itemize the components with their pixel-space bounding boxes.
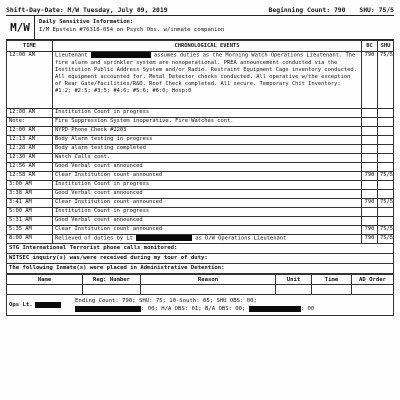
redaction-box	[91, 52, 151, 58]
event-text: Watch Calls cont.	[53, 154, 362, 163]
event-shu	[378, 208, 394, 217]
shift-header	[6, 4, 394, 16]
shift-code: M/W	[6, 16, 35, 39]
dsi-text: I/M Epstein #76318-054 on Psych Obs. w/inmate companion	[39, 27, 225, 33]
event-text: Clear Institution count announced	[53, 172, 362, 181]
events-table	[6, 40, 394, 244]
event-time: 8:00 AM	[7, 235, 53, 244]
event-bc	[362, 208, 378, 217]
event-bc: 790	[362, 235, 378, 244]
table-row	[7, 163, 394, 172]
table-row	[7, 172, 394, 181]
beginning-count-label: Beginning Count:	[268, 5, 331, 14]
ending-obs-end: : 00	[300, 306, 315, 312]
event-bc	[362, 154, 378, 163]
event-time: 12:58 AM	[7, 172, 53, 181]
witsec-line: WITSEC inquiry(s) was/were received during my tour of duty:	[6, 254, 394, 264]
event-bc	[362, 136, 378, 145]
beginning-count: 790	[333, 5, 346, 14]
ending-count-block	[6, 295, 394, 316]
adseg-col: AD Order	[352, 275, 394, 285]
event-bc	[362, 109, 378, 118]
event-shu	[378, 109, 394, 118]
event-shu: 75/5	[378, 199, 394, 208]
table-row	[7, 52, 394, 109]
table-row	[7, 127, 394, 136]
event-bc: 790	[362, 52, 378, 109]
event-shu	[378, 127, 394, 136]
table-row	[7, 145, 394, 154]
event-shu	[378, 190, 394, 199]
event-text: Body alarm testing completed	[53, 145, 362, 154]
event-shu	[378, 118, 394, 127]
redaction-box	[249, 306, 301, 312]
table-row	[7, 118, 394, 127]
stg-line: STG International Terrorist phone calls monitored:	[6, 244, 394, 254]
event-shu	[378, 145, 394, 154]
event-bc	[362, 118, 378, 127]
event-shu	[378, 181, 394, 190]
event-time: Note:	[7, 118, 53, 127]
event-shu	[378, 217, 394, 226]
ending-count-line: Ending Count: 790; SHU: 75; 10-South: 05; SHU OBS: 00;	[75, 298, 257, 304]
event-text: Good Verbal count announced	[53, 190, 362, 199]
event-text: Institution Count in progress	[53, 208, 362, 217]
adseg-title: The following Inmate(s) were placed in Administrative Detention:	[6, 264, 394, 274]
event-text: NYPD Phone Check #2203	[53, 127, 362, 136]
event-text: Lieutenant assumes duties as the Morning Watch Operations Lieutenant. The fire alarm and sprinkler system are nonoperational. PREA announcement conducted via the Institution Public Address System and/or Radio. Restraint Equipment Cage inventory conducted. All equipment accounted for. Metal Detector checks conducted. All operative w/the exception of Rear Gate/Facilities/R&D. Roof Check completed. All secure. Temporary Chit Inventory: #1:2; #2:5; #3:5; #4:6; #5:6; #6:0; Hosp:0	[53, 52, 362, 109]
event-shu: 75/5	[378, 235, 394, 244]
col-time: TIME	[7, 41, 53, 52]
event-time: 12:00 AM	[7, 52, 53, 109]
event-time: 3:00 AM	[7, 181, 53, 190]
col-events: CHRONOLOGICAL EVENTS	[53, 41, 362, 52]
col-bc: BC	[362, 41, 378, 52]
adseg-col: Reg: Number	[83, 275, 141, 285]
adseg-col: Reason	[141, 275, 276, 285]
table-row	[7, 181, 394, 190]
table-row	[7, 217, 394, 226]
event-shu: 75/5	[378, 52, 394, 109]
table-row	[7, 208, 394, 217]
event-text: Clear Institution count announced	[53, 199, 362, 208]
redaction-box	[35, 302, 61, 308]
event-text: Fire Suppression System inoperative. Fire Watches cont.	[53, 118, 362, 127]
event-text: Relieved of duties by Lt as D/W Operations Lieutenant	[53, 235, 362, 244]
event-bc	[362, 145, 378, 154]
sensitive-info-block	[6, 16, 394, 40]
event-bc	[362, 190, 378, 199]
event-bc	[362, 163, 378, 172]
event-bc	[362, 217, 378, 226]
event-bc: 790	[362, 199, 378, 208]
adseg-col: Name	[7, 275, 83, 285]
event-bc: 790	[362, 172, 378, 181]
event-time: 12:28 AM	[7, 145, 53, 154]
event-bc	[362, 127, 378, 136]
event-text: Good Verbal count announced	[53, 163, 362, 172]
event-text: Good Verbal count announced	[53, 217, 362, 226]
adseg-table	[6, 274, 394, 295]
event-shu	[378, 136, 394, 145]
event-shu	[378, 163, 394, 172]
dsi-title: Daily Sensitive Information:	[39, 19, 134, 25]
ending-obs-line: : 00; H/A OBS: 01; B/A OBS: 00;	[141, 306, 246, 312]
col-shu: SHU	[378, 41, 394, 52]
event-text: Clear Institution count announced	[53, 226, 362, 235]
shu-count: 75/5	[378, 5, 394, 14]
event-text: Institution Count in progress	[53, 181, 362, 190]
table-row	[7, 154, 394, 163]
adseg-col: Unit	[276, 275, 312, 285]
redaction-box	[75, 306, 141, 312]
event-shu	[378, 154, 394, 163]
event-time: 3:41 AM	[7, 199, 53, 208]
event-shu: 75/5	[378, 172, 394, 181]
event-time: 3:38 AM	[7, 190, 53, 199]
event-time: 12:30 AM	[7, 154, 53, 163]
table-row	[7, 199, 394, 208]
event-bc: 790	[362, 226, 378, 235]
event-shu: 75/5	[378, 226, 394, 235]
daily-log-document	[6, 4, 394, 316]
event-time: 12:13 AM	[7, 136, 53, 145]
shu-label: SHU:	[359, 5, 375, 14]
table-row	[7, 109, 394, 118]
table-row	[7, 136, 394, 145]
event-time: 12:00 AM	[7, 127, 53, 136]
event-time: 12:56 AM	[7, 163, 53, 172]
event-time: 5:31 AM	[7, 217, 53, 226]
event-time: 5:35 AM	[7, 226, 53, 235]
table-row	[7, 226, 394, 235]
event-text: Institution Count in progress	[53, 109, 362, 118]
event-bc	[362, 181, 378, 190]
event-time: 5:00 AM	[7, 208, 53, 217]
shift-day-date: Shift-Day-Date: M/W Tuesday, July 09, 2019	[6, 5, 168, 14]
event-text: Body Alarm testing in progress	[53, 136, 362, 145]
table-row	[7, 235, 394, 244]
ops-lt-label: Ops Lt.	[9, 302, 33, 308]
redaction-box	[136, 235, 192, 241]
event-time: 12:00 AM	[7, 109, 53, 118]
adseg-col: Time	[312, 275, 352, 285]
table-row	[7, 190, 394, 199]
